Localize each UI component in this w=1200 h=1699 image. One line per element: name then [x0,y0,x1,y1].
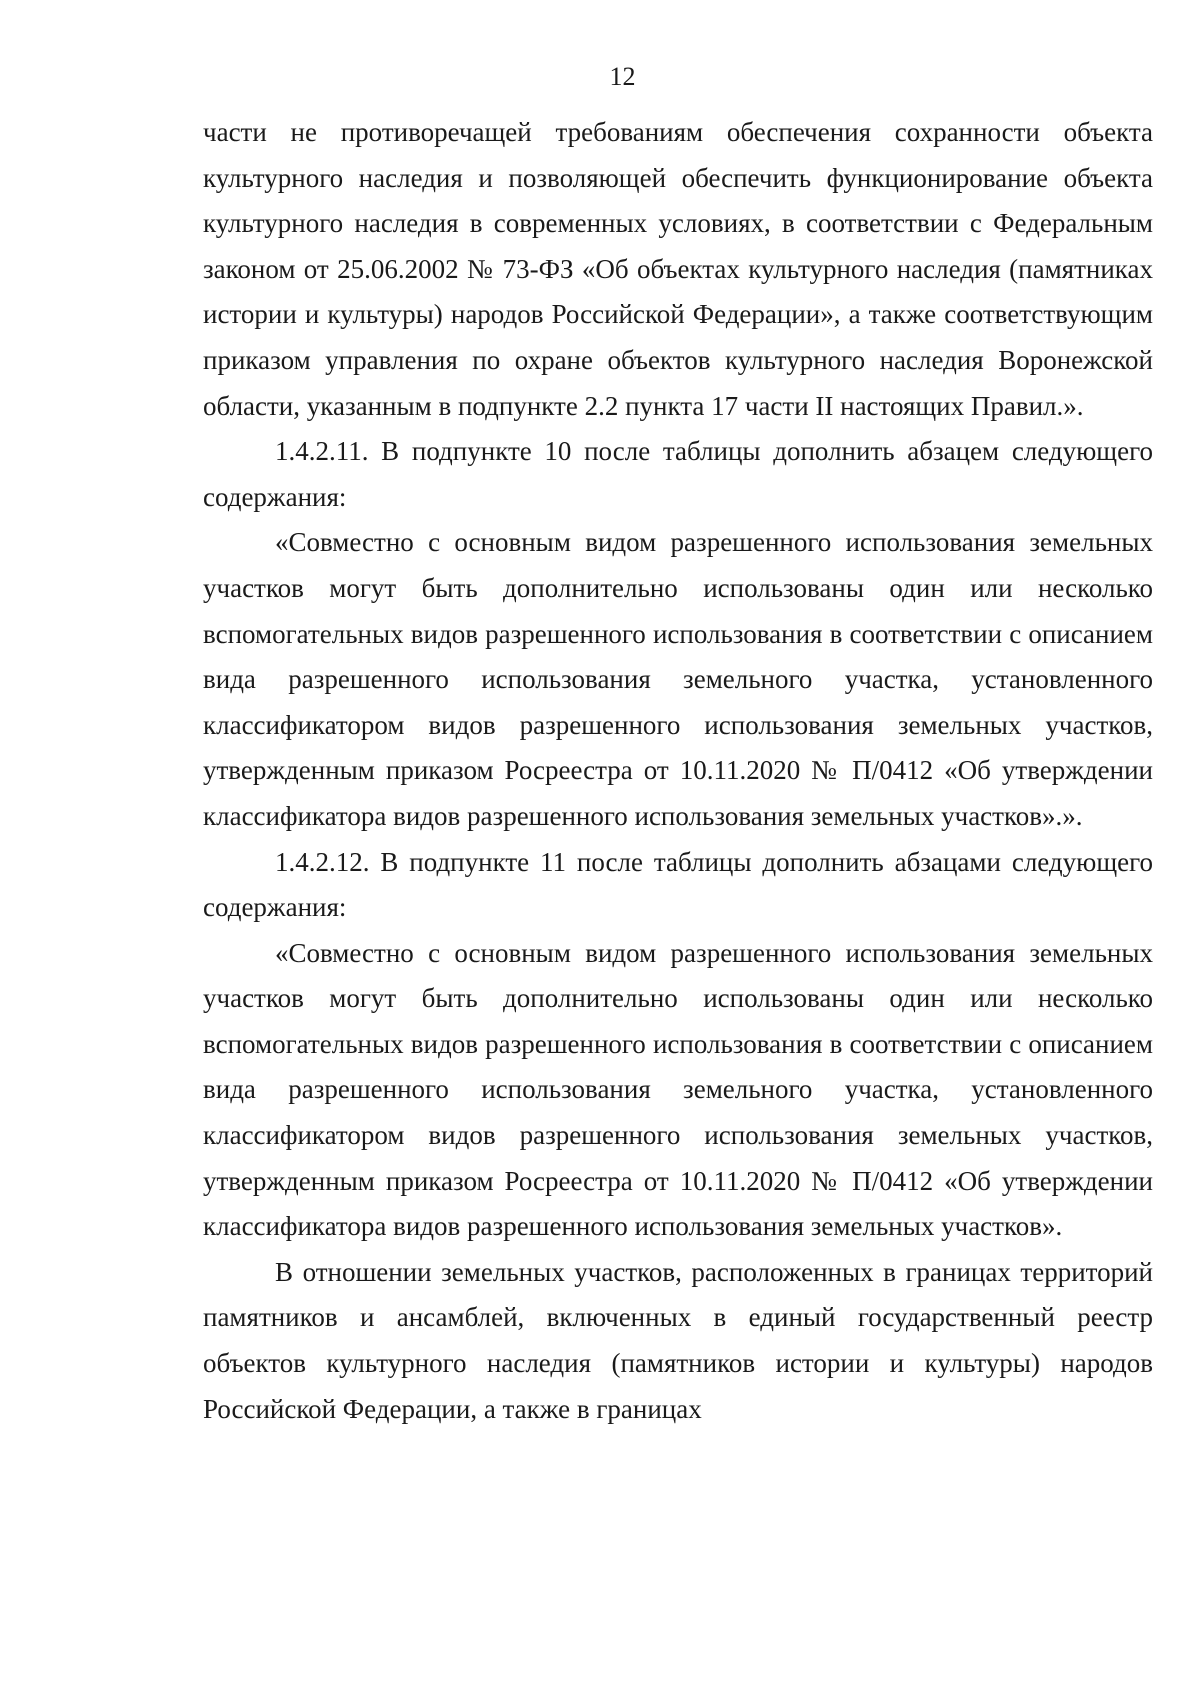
paragraph-item-1-4-2-12: 1.4.2.12. В подпункте 11 после таблицы дополнить абзацами следующего содержания: [203,846,1153,923]
document-body [203,110,1153,1432]
paragraph-heritage-territories: В отношении земельных участков, расположенных в границах территорий памятников и ансамблей, включенных в единый государственный реестр объектов культурного наследия (памятников истории и культуры) народов Российской Федерации, а также в границах [203,1256,1153,1424]
paragraph-continuation: части не противоречащей требованиям обеспечения сохранности объекта культурного наследия и позволяющей обеспечить функционирование объекта культурного наследия в современных условиях, в соответствии с Федеральным законом от 25.06.2002 № 73-ФЗ «Об объектах культурного наследия (памятниках истории и культуры) народов Российской Федерации», а также соответствующим приказом управления по охране объектов культурного наследия Воронежской области, указанным в подпункте 2.2 пункта 17 части II настоящих Правил.». [203,117,1153,421]
paragraph-item-1-4-2-11: 1.4.2.11. В подпункте 10 после таблицы дополнить абзацем следующего содержания: [203,436,1153,512]
paragraph-quote-1: «Совместно с основным видом разрешенного использования земельных участков могут быть дополнительно использованы один или несколько вспомогательных видов разрешенного использования в соответствии с описанием вида разрешенного использования земельного участка, установленного классификатором видов разрешенного использования земельных участков, утвержденным приказом Росреестра от 10.11.2020 № П/0412 «Об утверждении классификатора видов разрешенного использования земельных участков».». [203,527,1153,831]
paragraph-quote-2: «Совместно с основным видом разрешенного использования земельных участков могут быть дополнительно использованы один или несколько вспомогательных видов разрешенного использования в соответствии с описанием вида разрешенного использования земельного участка, установленного классификатором видов разрешенного использования земельных участков, утвержденным приказом Росреестра от 10.11.2020 № П/0412 «Об утверждении классификатора видов разрешенного использования земельных участков». [203,937,1153,1242]
page-number: 12 [609,62,636,91]
